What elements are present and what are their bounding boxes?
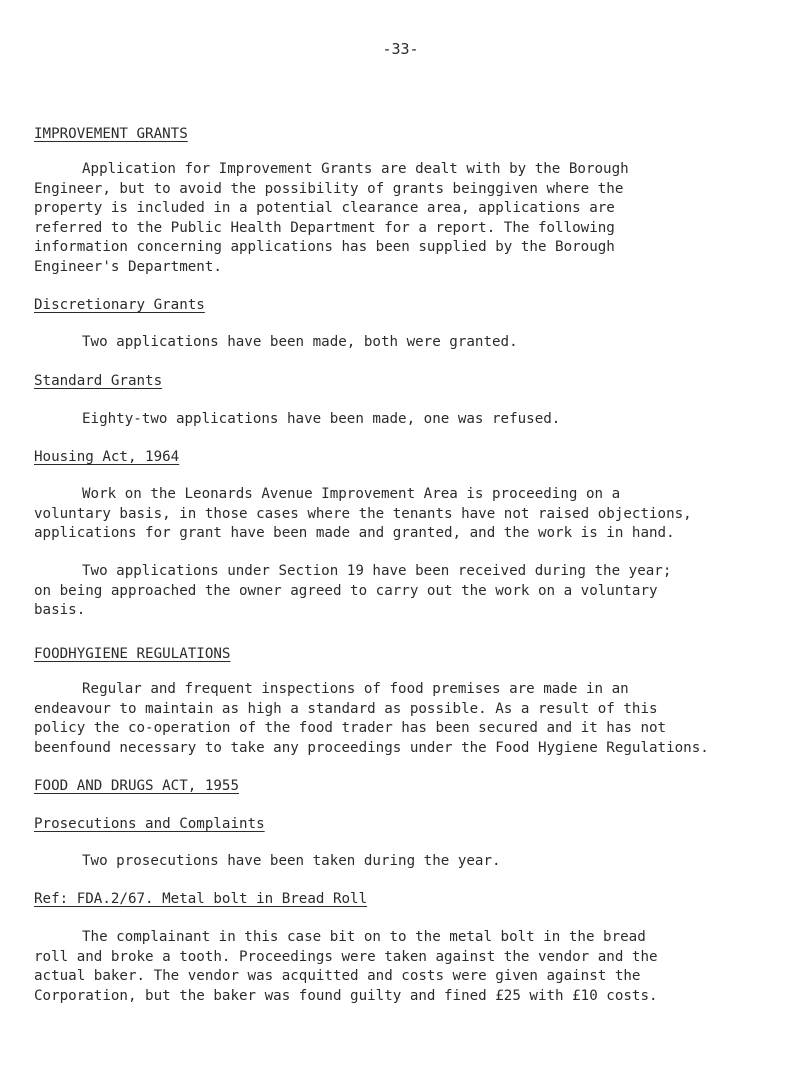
text-line: voluntary basis, in those cases where the tenants have not raised objections,: [34, 505, 692, 522]
text-line: information concerning applications has been supplied by the Borough: [34, 239, 615, 256]
paragraph-standard-grants: [34, 410, 786, 430]
text-line: beenfound necessary to take any proceedings under the Food Hygiene Regulations.: [34, 739, 709, 756]
text-line: Two prosecutions have been taken during the year.: [82, 853, 501, 869]
text-line: actual baker. The vendor was acquitted and costs were given against the: [34, 968, 641, 985]
heading-prosecutions: Prosecutions and Complaints: [34, 816, 265, 832]
text-line: The complainant in this case bit on to the metal bolt in the bread: [82, 929, 646, 945]
text-line: on being approached the owner agreed to carry out the work on a voluntary: [34, 582, 658, 599]
text-line: Work on the Leonards Avenue Improvement Area is proceeding on a: [82, 486, 621, 502]
heading-food-and-drugs-act: FOOD AND DRUGS ACT, 1955: [34, 778, 239, 794]
text-line: Two applications have been made, both were granted.: [82, 334, 518, 350]
text-line: applications for grant have been made and granted, and the work is in hand.: [34, 525, 675, 542]
text-line: basis.: [34, 602, 86, 619]
heading-discretionary-grants: Discretionary Grants: [34, 297, 205, 313]
text-line: Eighty-two applications have been made, one was refused.: [82, 411, 561, 427]
paragraph-discretionary-grants: [34, 333, 786, 353]
text-line: Corporation, but the baker was found guilty and fined £25 with £10 costs.: [34, 987, 658, 1004]
text-line: roll and broke a tooth. Proceedings were taken against the vendor and the: [34, 948, 658, 965]
heading-housing-act: Housing Act, 1964: [34, 449, 180, 465]
paragraph-ref-case: [34, 928, 786, 1006]
heading-food-hygiene: FOODHYGIENE REGULATIONS: [34, 646, 231, 662]
heading-standard-grants: Standard Grants: [34, 373, 163, 389]
text-line: Application for Improvement Grants are dealt with by the Borough: [82, 161, 629, 177]
text-line: Engineer's Department.: [34, 258, 222, 275]
text-line: Engineer, but to avoid the possibility of grants beinggiven where the: [34, 180, 624, 197]
text-line: property is included in a potential clearance area, applications are: [34, 200, 615, 217]
paragraph-prosecutions: [34, 852, 786, 872]
text-line: endeavour to maintain as high a standard as possible. As a result of this: [34, 700, 658, 717]
text-line: Two applications under Section 19 have been received during the year;: [82, 563, 672, 579]
heading-ref-case: Ref: FDA.2/67. Metal bolt in Bread Roll: [34, 891, 368, 907]
paragraph-housing-act-2: [34, 562, 786, 621]
text-line: referred to the Public Health Department for a report. The following: [34, 219, 615, 236]
paragraph-housing-act-1: [34, 485, 786, 544]
text-line: policy the co-operation of the food trader has been secured and it has not: [34, 720, 667, 737]
paragraph-improvement-grants: [34, 160, 786, 278]
page-number: -33-: [382, 40, 419, 58]
paragraph-food-hygiene: [34, 680, 786, 758]
heading-improvement-grants: IMPROVEMENT GRANTS: [34, 126, 188, 142]
text-line: Regular and frequent inspections of food premises are made in an: [82, 681, 629, 697]
